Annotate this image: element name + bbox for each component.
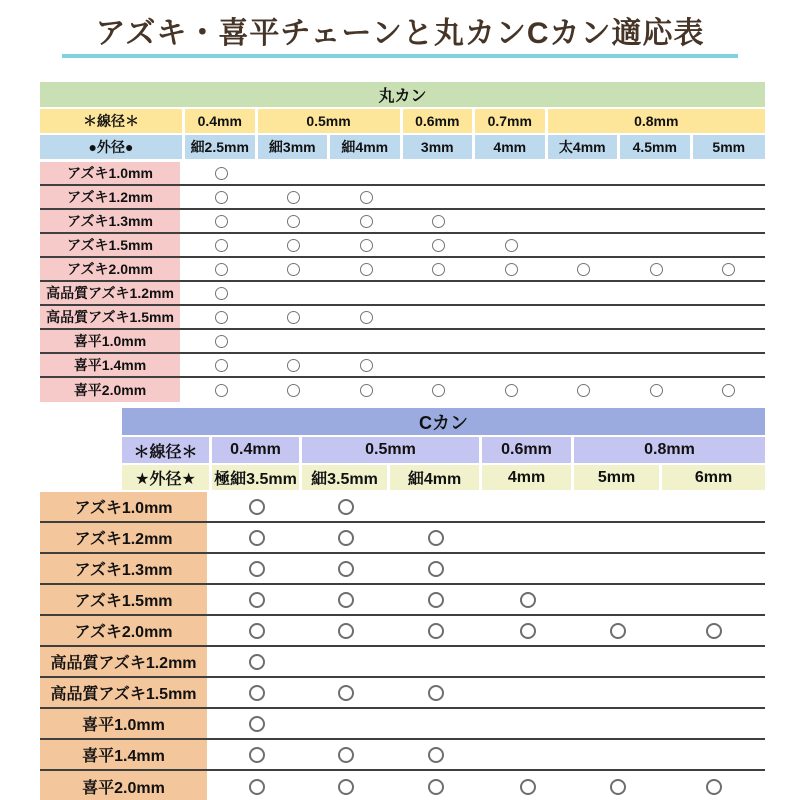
compatibility-cell (620, 210, 693, 232)
wire-diameter-value: 0.6mm (403, 109, 476, 133)
marukan-table-body (40, 162, 765, 402)
compatibility-cell (475, 234, 548, 256)
compatibility-cell (662, 492, 765, 521)
wire-diameter-header-label: ＊線径＊ (122, 437, 212, 463)
table-row (40, 647, 765, 678)
row-label: アズキ1.3mm (40, 554, 212, 583)
compatible-circle-icon (706, 779, 722, 795)
compatible-circle-icon (428, 779, 444, 795)
compatible-circle-icon (360, 239, 373, 252)
header-spacer (40, 437, 122, 463)
compatible-circle-icon (215, 384, 228, 397)
compatibility-cell (693, 210, 766, 232)
table-row (40, 330, 765, 354)
compatible-circle-icon (338, 779, 354, 795)
compatibility-cell (475, 186, 548, 208)
wire-diameter-header-label: ＊線径＊ (40, 109, 185, 133)
compatibility-cell (258, 258, 331, 280)
outer-diameter-value: 細2.5mm (185, 135, 258, 159)
outer-diameter-header-label: ●外径● (40, 135, 185, 159)
row-label: アズキ1.5mm (40, 234, 185, 256)
compatible-circle-icon (338, 623, 354, 639)
compatibility-cell (693, 282, 766, 304)
compatible-circle-icon (338, 499, 354, 515)
outer-diameter-value: 細3.5mm (302, 465, 390, 490)
compatible-circle-icon (215, 359, 228, 372)
compatibility-cell (693, 162, 766, 184)
outer-diameter-value: 4.5mm (620, 135, 693, 159)
compatibility-cell (574, 554, 662, 583)
wire-diameter-value: 0.5mm (258, 109, 403, 133)
compatibility-cell (548, 378, 621, 402)
compatibility-cell (403, 354, 476, 376)
compatibility-cell (403, 234, 476, 256)
row-label: 喜平1.4mm (40, 354, 185, 376)
compatible-circle-icon (215, 263, 228, 276)
compatibility-cell (185, 210, 258, 232)
wire-diameter-value: 0.8mm (574, 437, 765, 463)
compatible-circle-icon (287, 191, 300, 204)
compatibility-cell (185, 354, 258, 376)
marukan-outer-diameter-row (40, 135, 765, 159)
outer-diameter-value: 4mm (482, 465, 574, 490)
compatibility-cell (662, 523, 765, 552)
compatibility-cell (475, 210, 548, 232)
compatibility-cell (574, 678, 662, 707)
row-label: 高品質アズキ1.2mm (40, 282, 185, 304)
wire-diameter-value: 0.6mm (482, 437, 574, 463)
table-row (40, 554, 765, 585)
compatible-circle-icon (338, 561, 354, 577)
table-row (40, 282, 765, 306)
compatible-circle-icon (215, 287, 228, 300)
compatible-circle-icon (249, 530, 265, 546)
outer-diameter-value: 太4mm (548, 135, 621, 159)
compatibility-cell (302, 616, 390, 645)
compatible-circle-icon (215, 335, 228, 348)
compatibility-cell (330, 378, 403, 402)
outer-diameter-value: 5mm (574, 465, 662, 490)
outer-diameter-value: 極細3.5mm (212, 465, 302, 490)
compatibility-cell (185, 378, 258, 402)
compatible-circle-icon (338, 685, 354, 701)
ckan-table-body (40, 492, 765, 800)
compatible-circle-icon (505, 384, 518, 397)
table-row (40, 740, 765, 771)
compatible-circle-icon (249, 561, 265, 577)
compatible-circle-icon (215, 167, 228, 180)
compatible-circle-icon (432, 239, 445, 252)
compatible-circle-icon (249, 685, 265, 701)
wire-diameter-value: 0.4mm (185, 109, 258, 133)
compatibility-cell (403, 258, 476, 280)
row-label: アズキ1.3mm (40, 210, 185, 232)
row-label: 高品質アズキ1.5mm (40, 306, 185, 328)
row-label: アズキ1.0mm (40, 492, 212, 521)
compatible-circle-icon (249, 623, 265, 639)
compatible-circle-icon (520, 623, 536, 639)
compatible-circle-icon (287, 239, 300, 252)
compatibility-cell (662, 709, 765, 738)
compatibility-cell (475, 306, 548, 328)
compatibility-cell (482, 554, 574, 583)
compatible-circle-icon (287, 263, 300, 276)
compatible-circle-icon (249, 499, 265, 515)
row-label: 高品質アズキ1.2mm (40, 647, 212, 676)
compatibility-cell (620, 258, 693, 280)
compatibility-cell (390, 771, 482, 800)
table-row (40, 378, 765, 402)
compatibility-cell (403, 162, 476, 184)
row-label: アズキ1.2mm (40, 186, 185, 208)
compatibility-cell (574, 523, 662, 552)
wire-diameter-value: 0.4mm (212, 437, 302, 463)
compatibility-cell (212, 492, 302, 521)
ckan-table-title: Cカン (122, 408, 765, 435)
compatibility-cell (403, 282, 476, 304)
compatibility-cell (482, 771, 574, 800)
compatibility-cell (620, 282, 693, 304)
compatibility-cell (330, 282, 403, 304)
compatibility-cell (482, 678, 574, 707)
compatibility-cell (548, 210, 621, 232)
compatible-circle-icon (360, 263, 373, 276)
outer-diameter-value: 細3mm (258, 135, 331, 159)
table-row (40, 678, 765, 709)
compatible-circle-icon (287, 384, 300, 397)
marukan-wire-diameter-row (40, 109, 765, 133)
compatible-circle-icon (338, 747, 354, 763)
compatibility-cell (475, 330, 548, 352)
table-row (40, 258, 765, 282)
compatible-circle-icon (610, 779, 626, 795)
compatible-circle-icon (360, 311, 373, 324)
compatibility-cell (302, 492, 390, 521)
marukan-table-title: 丸カン (40, 82, 765, 107)
compatibility-cell (330, 258, 403, 280)
compatibility-cell (574, 647, 662, 676)
wire-diameter-value: 0.7mm (475, 109, 548, 133)
compatible-circle-icon (360, 359, 373, 372)
table-row (40, 523, 765, 554)
compatibility-cell (185, 330, 258, 352)
page-title-block (0, 14, 800, 58)
row-label: アズキ1.0mm (40, 162, 185, 184)
compatibility-cell (330, 234, 403, 256)
compatibility-cell (548, 330, 621, 352)
compatibility-cell (258, 306, 331, 328)
compatibility-cell (258, 354, 331, 376)
compatibility-cell (482, 709, 574, 738)
compatibility-cell (390, 678, 482, 707)
compatibility-cell (662, 771, 765, 800)
table-row (40, 354, 765, 378)
compatibility-cell (212, 647, 302, 676)
compatible-circle-icon (338, 592, 354, 608)
compatible-circle-icon (215, 191, 228, 204)
compatibility-cell (620, 162, 693, 184)
compatibility-cell (403, 210, 476, 232)
row-label: 喜平1.0mm (40, 330, 185, 352)
compatibility-cell (330, 210, 403, 232)
compatibility-cell (258, 162, 331, 184)
compatibility-cell (212, 740, 302, 769)
compatible-circle-icon (428, 530, 444, 546)
compatibility-cell (390, 585, 482, 614)
compatible-circle-icon (428, 561, 444, 577)
compatibility-cell (482, 740, 574, 769)
compatible-circle-icon (520, 779, 536, 795)
table-row (40, 616, 765, 647)
compatibility-cell (574, 616, 662, 645)
compatibility-cell (302, 709, 390, 738)
table-row (40, 234, 765, 258)
compatible-circle-icon (432, 384, 445, 397)
outer-diameter-value: 3mm (403, 135, 476, 159)
row-label: 高品質アズキ1.5mm (40, 678, 212, 707)
compatibility-cell (693, 234, 766, 256)
compatibility-cell (403, 330, 476, 352)
compatibility-cell (693, 306, 766, 328)
compatibility-cell (302, 740, 390, 769)
compatibility-cell (482, 585, 574, 614)
compatible-circle-icon (215, 215, 228, 228)
compatible-circle-icon (287, 311, 300, 324)
compatible-circle-icon (428, 685, 444, 701)
compatible-circle-icon (650, 384, 663, 397)
compatible-circle-icon (610, 623, 626, 639)
outer-diameter-value: 5mm (693, 135, 766, 159)
compatibility-cell (620, 330, 693, 352)
compatible-circle-icon (287, 215, 300, 228)
compatible-circle-icon (360, 384, 373, 397)
compatibility-cell (302, 554, 390, 583)
compatibility-cell (390, 709, 482, 738)
table-row (40, 306, 765, 330)
compatibility-cell (258, 330, 331, 352)
compatibility-cell (693, 354, 766, 376)
table-row (40, 585, 765, 616)
header-spacer (40, 465, 122, 490)
row-label: アズキ2.0mm (40, 616, 212, 645)
compatible-circle-icon (520, 592, 536, 608)
compatibility-cell (574, 771, 662, 800)
compatibility-cell (475, 162, 548, 184)
compatibility-cell (620, 378, 693, 402)
compatible-circle-icon (338, 530, 354, 546)
outer-diameter-value: 4mm (475, 135, 548, 159)
compatibility-cell (662, 585, 765, 614)
table-row (40, 709, 765, 740)
compatible-circle-icon (215, 239, 228, 252)
compatibility-cell (620, 234, 693, 256)
outer-diameter-value: 6mm (662, 465, 765, 490)
table-row (40, 210, 765, 234)
compatibility-cell (390, 523, 482, 552)
compatibility-cell (212, 678, 302, 707)
compatibility-cell (390, 492, 482, 521)
compatibility-cell (548, 306, 621, 328)
compatibility-cell (212, 771, 302, 800)
table-row (40, 492, 765, 523)
row-label: 喜平2.0mm (40, 771, 212, 800)
compatibility-cell (302, 523, 390, 552)
compatibility-cell (693, 258, 766, 280)
table-row (40, 162, 765, 186)
compatibility-cell (574, 585, 662, 614)
compatibility-cell (185, 306, 258, 328)
page-title: アズキ・喜平チェーンと丸カンCカン適応表 (95, 17, 705, 50)
table-row (40, 771, 765, 800)
compatible-circle-icon (249, 592, 265, 608)
compatibility-cell (548, 186, 621, 208)
compatibility-cell (330, 330, 403, 352)
compatibility-cell (185, 162, 258, 184)
compatibility-cell (475, 354, 548, 376)
compatibility-cell (330, 354, 403, 376)
compatibility-cell (212, 554, 302, 583)
compatibility-cell (620, 354, 693, 376)
compatibility-cell (390, 740, 482, 769)
wire-diameter-value: 0.8mm (548, 109, 766, 133)
compatible-circle-icon (249, 779, 265, 795)
compatibility-cell (482, 647, 574, 676)
compatibility-cell (482, 523, 574, 552)
compatibility-cell (662, 616, 765, 645)
compatible-circle-icon (577, 263, 590, 276)
compatibility-cell (212, 585, 302, 614)
compatibility-cell (403, 186, 476, 208)
compatible-circle-icon (706, 623, 722, 639)
compatibility-cell (574, 709, 662, 738)
compatible-circle-icon (215, 311, 228, 324)
wire-diameter-value: 0.5mm (302, 437, 482, 463)
compatibility-cell (390, 616, 482, 645)
compatibility-cell (302, 771, 390, 800)
outer-diameter-value: 細4mm (390, 465, 482, 490)
compatibility-cell (330, 306, 403, 328)
compatibility-cell (693, 330, 766, 352)
row-label: アズキ1.2mm (40, 523, 212, 552)
compatibility-cell (620, 186, 693, 208)
marukan-table (40, 82, 765, 402)
compatible-circle-icon (249, 747, 265, 763)
compatibility-cell (662, 554, 765, 583)
compatibility-cell (185, 186, 258, 208)
compatible-circle-icon (432, 215, 445, 228)
compatibility-cell (548, 282, 621, 304)
row-label: アズキ1.5mm (40, 585, 212, 614)
compatibility-cell (403, 306, 476, 328)
compatible-circle-icon (650, 263, 663, 276)
compatibility-cell (330, 186, 403, 208)
compatibility-cell (330, 162, 403, 184)
compatible-circle-icon (249, 716, 265, 732)
compatibility-cell (475, 378, 548, 402)
compatibility-cell (662, 678, 765, 707)
compatibility-cell (548, 162, 621, 184)
outer-diameter-header-label: ★外径★ (122, 465, 212, 490)
compatibility-cell (302, 647, 390, 676)
compatibility-cell (390, 647, 482, 676)
ckan-outer-diameter-row (40, 465, 765, 490)
compatible-circle-icon (577, 384, 590, 397)
compatibility-cell (212, 616, 302, 645)
compatibility-cell (258, 282, 331, 304)
compatibility-cell (548, 354, 621, 376)
compatibility-cell (185, 282, 258, 304)
row-label: アズキ2.0mm (40, 258, 185, 280)
compatibility-cell (548, 258, 621, 280)
compatible-circle-icon (505, 263, 518, 276)
compatible-circle-icon (505, 239, 518, 252)
compatibility-cell (475, 282, 548, 304)
compatible-circle-icon (722, 263, 735, 276)
compatible-circle-icon (428, 623, 444, 639)
compatibility-cell (574, 492, 662, 521)
compatible-circle-icon (360, 215, 373, 228)
ckan-wire-diameter-row (40, 437, 765, 463)
row-label: 喜平1.0mm (40, 709, 212, 738)
compatibility-cell (574, 740, 662, 769)
compatibility-cell (185, 258, 258, 280)
compatibility-cell (258, 234, 331, 256)
compatible-circle-icon (287, 359, 300, 372)
row-label: 喜平1.4mm (40, 740, 212, 769)
row-label: 喜平2.0mm (40, 378, 185, 402)
outer-diameter-value: 細4mm (330, 135, 403, 159)
compatible-circle-icon (722, 384, 735, 397)
compatibility-cell (620, 306, 693, 328)
compatibility-cell (693, 378, 766, 402)
compatibility-cell (482, 616, 574, 645)
compatibility-cell (302, 585, 390, 614)
compatible-circle-icon (249, 654, 265, 670)
compatibility-cell (258, 378, 331, 402)
compatibility-cell (403, 378, 476, 402)
compatibility-cell (693, 186, 766, 208)
compatibility-cell (212, 709, 302, 738)
compatibility-cell (258, 210, 331, 232)
compatibility-cell (212, 523, 302, 552)
compatibility-cell (548, 234, 621, 256)
ckan-table (40, 408, 765, 800)
compatibility-cell (662, 740, 765, 769)
compatibility-cell (482, 492, 574, 521)
table-row (40, 186, 765, 210)
compatible-circle-icon (360, 191, 373, 204)
compatible-circle-icon (432, 263, 445, 276)
compatibility-cell (662, 647, 765, 676)
title-underline (62, 54, 738, 58)
compatibility-cell (475, 258, 548, 280)
compatibility-cell (258, 186, 331, 208)
compatible-circle-icon (428, 592, 444, 608)
compatibility-cell (185, 234, 258, 256)
compatibility-cell (302, 678, 390, 707)
compatibility-cell (390, 554, 482, 583)
compatible-circle-icon (428, 747, 444, 763)
